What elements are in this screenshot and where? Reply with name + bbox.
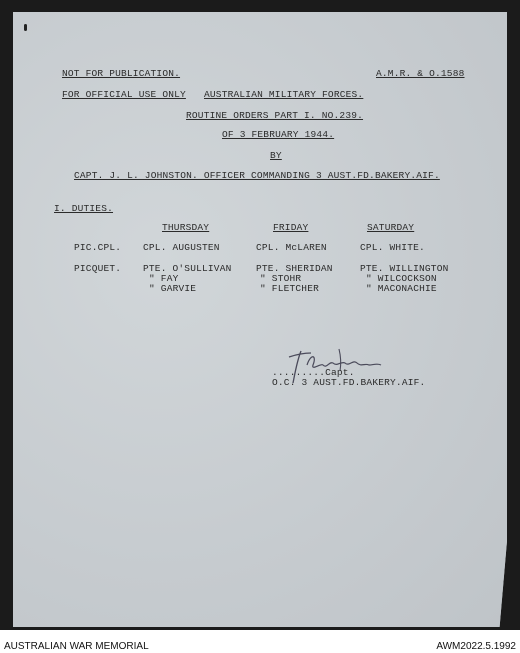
picquet-saturday-2: " WILCOCKSON — [366, 273, 437, 284]
picquet-thursday-2: " FAY — [149, 273, 179, 284]
picquet-friday-2: " STOHR — [260, 273, 302, 284]
forces-line: AUSTRALIAN MILITARY FORCES. — [204, 89, 364, 100]
pic-cpl-saturday: CPL. WHITE. — [360, 242, 425, 253]
routine-orders-title: ROUTINE ORDERS PART I. NO.239. — [186, 110, 364, 121]
picquet-friday-3: " FLETCHER — [260, 283, 320, 294]
picquet-saturday-1: PTE. WILLINGTON — [360, 263, 449, 274]
footer-institution: AUSTRALIAN WAR MEMORIAL — [4, 641, 149, 652]
section-heading: I. DUTIES. — [54, 203, 114, 214]
day-heading-thursday: THURSDAY — [162, 222, 210, 233]
day-heading-saturday: SATURDAY — [367, 222, 415, 233]
document-page — [13, 12, 507, 627]
officer-line: CAPT. J. L. JOHNSTON. OFFICER COMMANDING 3 AUST.FD.BAKERY.AIF. — [74, 170, 440, 181]
signature-line: .........Capt. — [272, 367, 355, 378]
ink-mark — [24, 24, 27, 31]
pic-cpl-friday: CPL. McLAREN — [256, 242, 327, 253]
picquet-saturday-3: " MACONACHIE — [366, 283, 437, 294]
footer-bar — [0, 630, 520, 653]
pic-cpl-label: PIC.CPL. — [74, 242, 122, 253]
picquet-thursday-3: " GARVIE — [149, 283, 197, 294]
picquet-friday-1: PTE. SHERIDAN — [256, 263, 333, 274]
official-use-line: FOR OFFICIAL USE ONLY — [62, 89, 186, 100]
not-for-publication: NOT FOR PUBLICATION. — [62, 68, 181, 79]
by-line: BY — [270, 150, 282, 161]
picquet-label: PICQUET. — [74, 263, 122, 274]
pic-cpl-thursday: CPL. AUGUSTEN — [143, 242, 220, 253]
day-heading-friday: FRIDAY — [273, 222, 309, 233]
signature-unit: O.C. 3 AUST.FD.BAKERY.AIF. — [272, 377, 426, 388]
footer-accession-number: AWM2022.5.1992 — [436, 641, 516, 652]
order-date: OF 3 FEBRUARY 1944. — [222, 129, 335, 140]
order-reference: A.M.R. & O.1588 — [376, 68, 465, 79]
picquet-thursday-1: PTE. O'SULLIVAN — [143, 263, 232, 274]
